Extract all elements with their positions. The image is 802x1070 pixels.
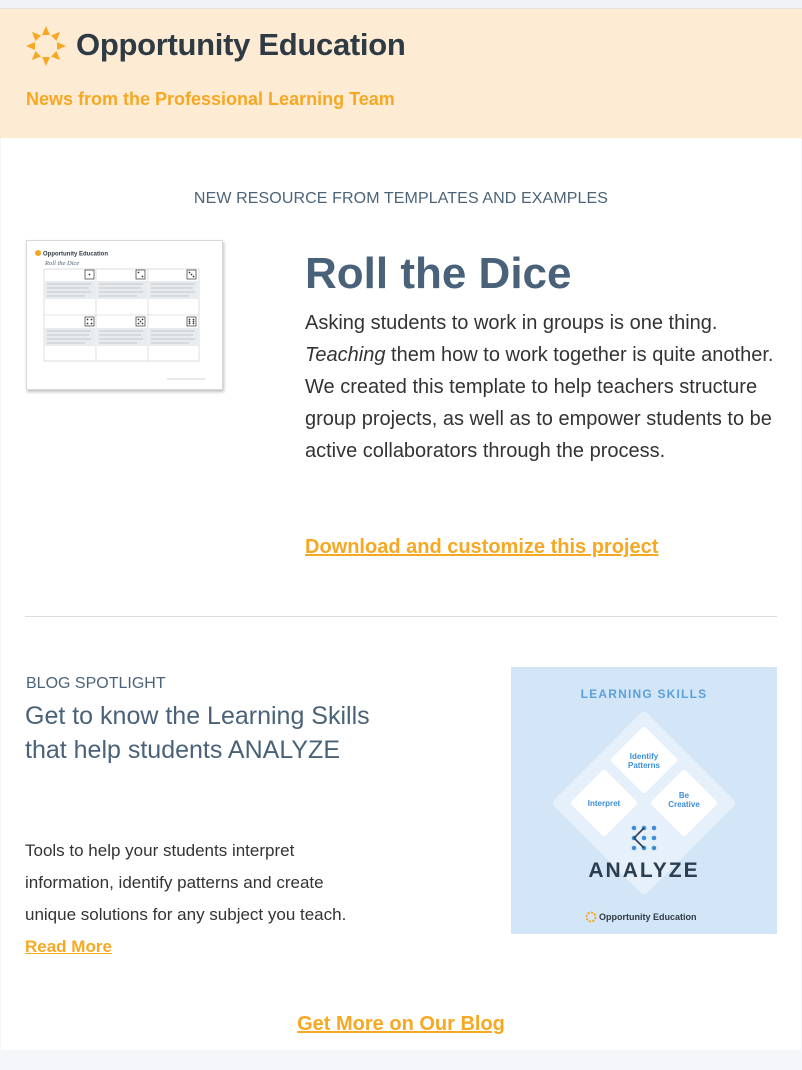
card-sunburst-logo-icon	[587, 913, 596, 922]
feature-description-end: them how to work together is quite another. We created this template to help teachers structure group projects, as well as to empower students to be active collaborators through the process.	[305, 344, 774, 462]
section-divider	[25, 616, 777, 617]
template-preview-image	[27, 241, 222, 389]
get-more-blog-link[interactable]: Get More on Our Blog	[297, 1013, 505, 1035]
card-brand: Opportunity Education	[599, 912, 697, 922]
sunburst-logo-icon	[25, 25, 67, 67]
brand-name: Opportunity Education	[76, 27, 406, 62]
feature-title: Roll the Dice	[305, 249, 572, 298]
top-strip	[0, 0, 802, 8]
blog-kicker: BLOG SPOTLIGHT	[26, 675, 166, 692]
header-tagline: News from the Professional Learning Team	[26, 89, 395, 109]
feature-description	[305, 307, 775, 467]
skill-identify-line2: Patterns	[627, 761, 661, 770]
skill-creative-line1: Be	[678, 791, 690, 800]
analyze-dot-pattern-icon	[632, 826, 657, 851]
skill-interpret: Interpret	[587, 799, 621, 808]
blog-description	[25, 835, 375, 963]
skill-creative-line2: Creative	[668, 800, 700, 809]
thumbnail-brand: Opportunity Education	[43, 251, 108, 258]
feature-description-start: Asking students to work in groups is one thing.	[305, 312, 718, 334]
thumbnail-title: Roll the Dice	[45, 260, 80, 267]
card-main-label: ANALYZE	[588, 859, 700, 882]
learning-skills-graphic	[511, 667, 777, 934]
blog-description-text: Tools to help your students interpret information, identify patterns and create unique solutions for any subject you teach.	[25, 841, 347, 924]
learning-skills-card[interactable]	[511, 667, 777, 934]
newsletter-header	[0, 8, 802, 139]
feature-description-emphasis: Teaching	[305, 344, 386, 366]
read-more-link[interactable]: Read More	[25, 937, 112, 956]
card-heading: LEARNING SKILLS	[580, 687, 708, 701]
download-project-link[interactable]: Download and customize this project	[305, 536, 659, 558]
blog-title[interactable]: Get to know the Learning Skills that help students ANALYZE	[25, 702, 370, 764]
blog-cta	[0, 1011, 802, 1037]
template-thumbnail[interactable]	[26, 240, 223, 390]
skill-identify-line1: Identify	[629, 752, 659, 761]
feature-kicker: NEW RESOURCE FROM TEMPLATES AND EXAMPLES	[193, 190, 609, 207]
